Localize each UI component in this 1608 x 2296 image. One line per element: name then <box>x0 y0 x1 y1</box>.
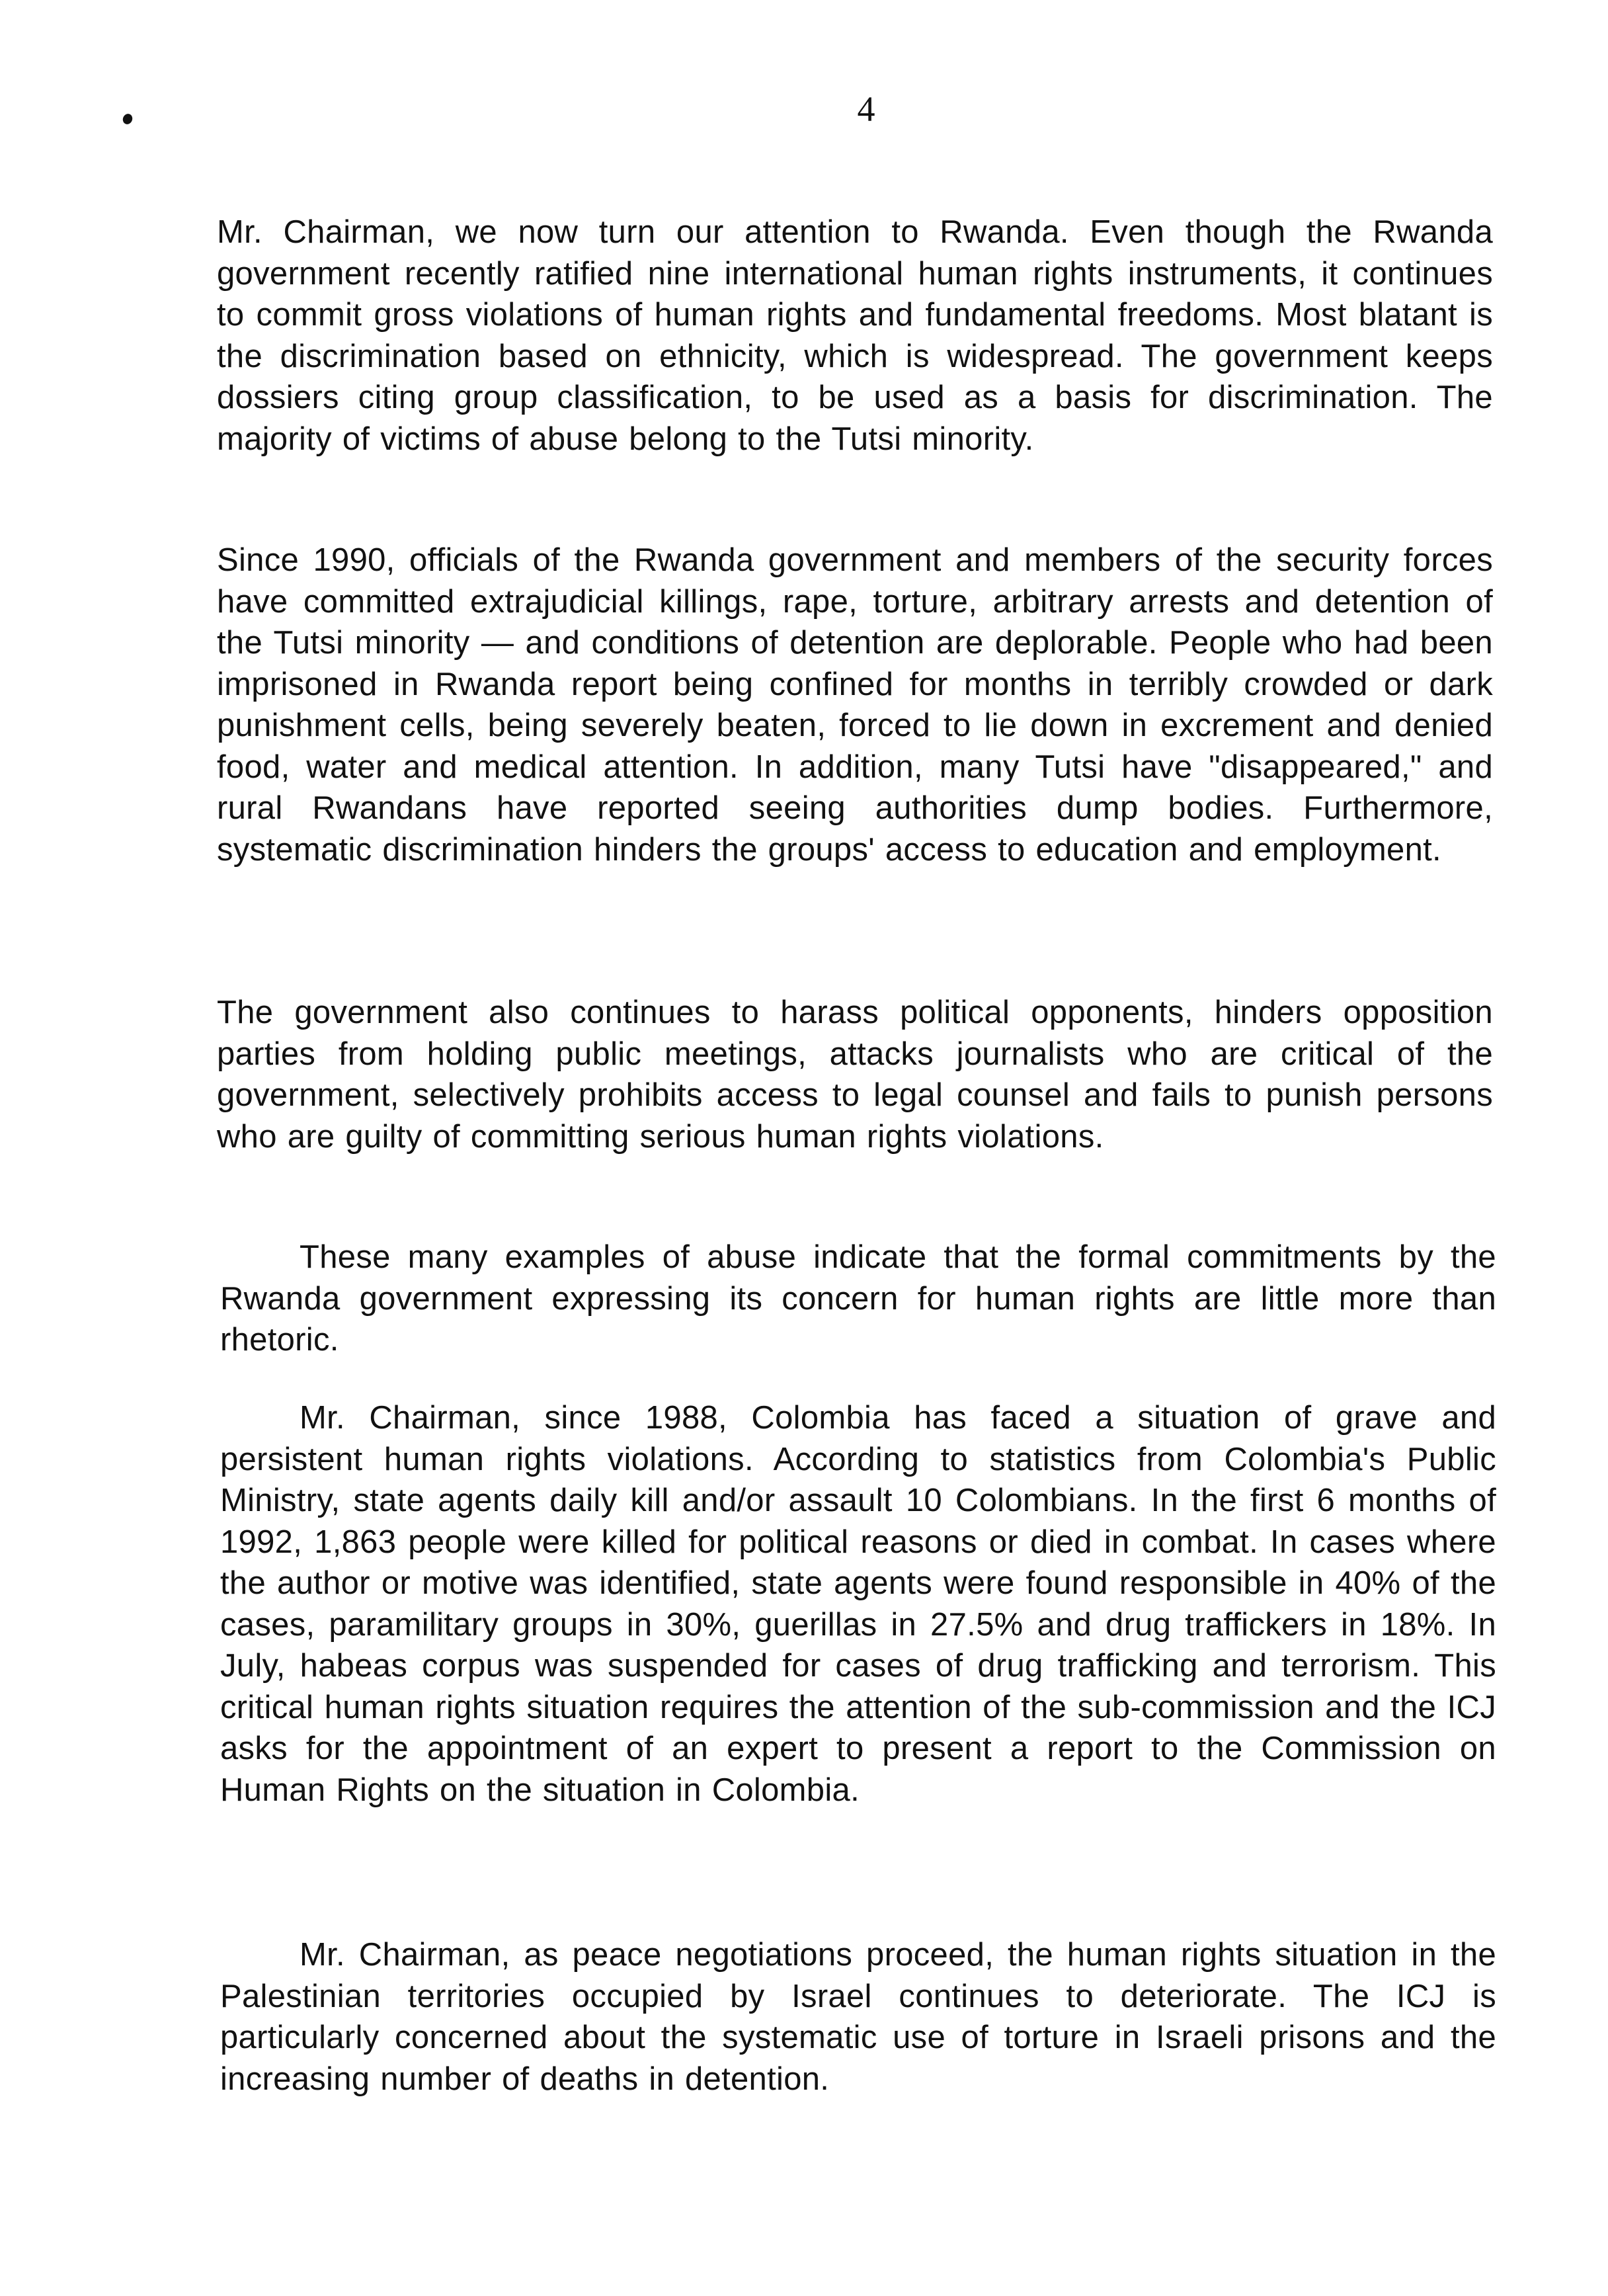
page-number: 4 <box>857 89 875 129</box>
paragraph-rwanda-intro: Mr. Chairman, we now turn our attention to Rwanda. Even though the Rwanda government recently ratified nine international human rights instruments, it continues to commit gross violations of human rights and fundamental freedoms. Most blatant is the discrimination based on ethnicity, which is widespread. The government keeps dossiers citing group classification, to be used as a basis for discrimination. The majority of victims of abuse belong to the Tutsi minority. <box>217 214 1493 457</box>
paragraph-palestinian-territories: Mr. Chairman, as peace negotiations proceed, the human rights situation in the Palestinian territories occupied by Israel continues to deteriorate. The ICJ is particularly concerned about the systematic use of torture in Israeli prisons and the increasing number of deaths in detention. <box>220 1937 1496 2097</box>
paragraph-rwanda-conclusion: These many examples of abuse indicate that the formal commitments by the Rwanda government expressing its concern for human rights are little more than rhetoric. <box>220 1239 1496 1358</box>
paragraph-rwanda-abuses: Since 1990, officials of the Rwanda government and members of the security forces have committed extrajudicial killings, rape, torture, arbitrary arrests and detention of the Tutsi minority — and conditions of detention are deplorable. People who had been imprisoned in Rwanda report being confined for months in terribly crowded or dark punishment cells, being severely beaten, forced to lie down in excrement and denied food, water and medical attention. In addition, many Tutsi have "disappeared," and rural Rwandans have reported seeing authorities dump bodies. Furthermore, systematic discrimination hinders the groups' access to education and employment. <box>217 542 1493 868</box>
paragraph-rwanda-political: The government also continues to harass political opponents, hinders opposition parties from holding public meetings, attacks journalists who are critical of the government, selectively prohibits access to legal counsel and fails to punish persons who are guilty of committing serious human rights violations. <box>217 995 1493 1155</box>
stray-ink-mark <box>121 112 134 126</box>
paragraph-colombia: Mr. Chairman, since 1988, Colombia has faced a situation of grave and persistent human rights violations. According to statistics from Colombia's Public Ministry, state agents daily kill and/or assault 10 Colombians. In the first 6 months of 1992, 1,863 people were killed for political reasons or died in combat. In cases where the author or motive was identified, state agents were found responsible in 40% of the cases, paramilitary groups in 30%, guerillas in 27.5% and drug traffickers in 18%. In July, habeas corpus was suspended for cases of drug trafficking and terrorism. This critical human rights situation requires the attention of the sub-commission and the ICJ asks for the appointment of an expert to present a report to the Commission on Human Rights on the situation in Colombia. <box>220 1400 1496 1808</box>
